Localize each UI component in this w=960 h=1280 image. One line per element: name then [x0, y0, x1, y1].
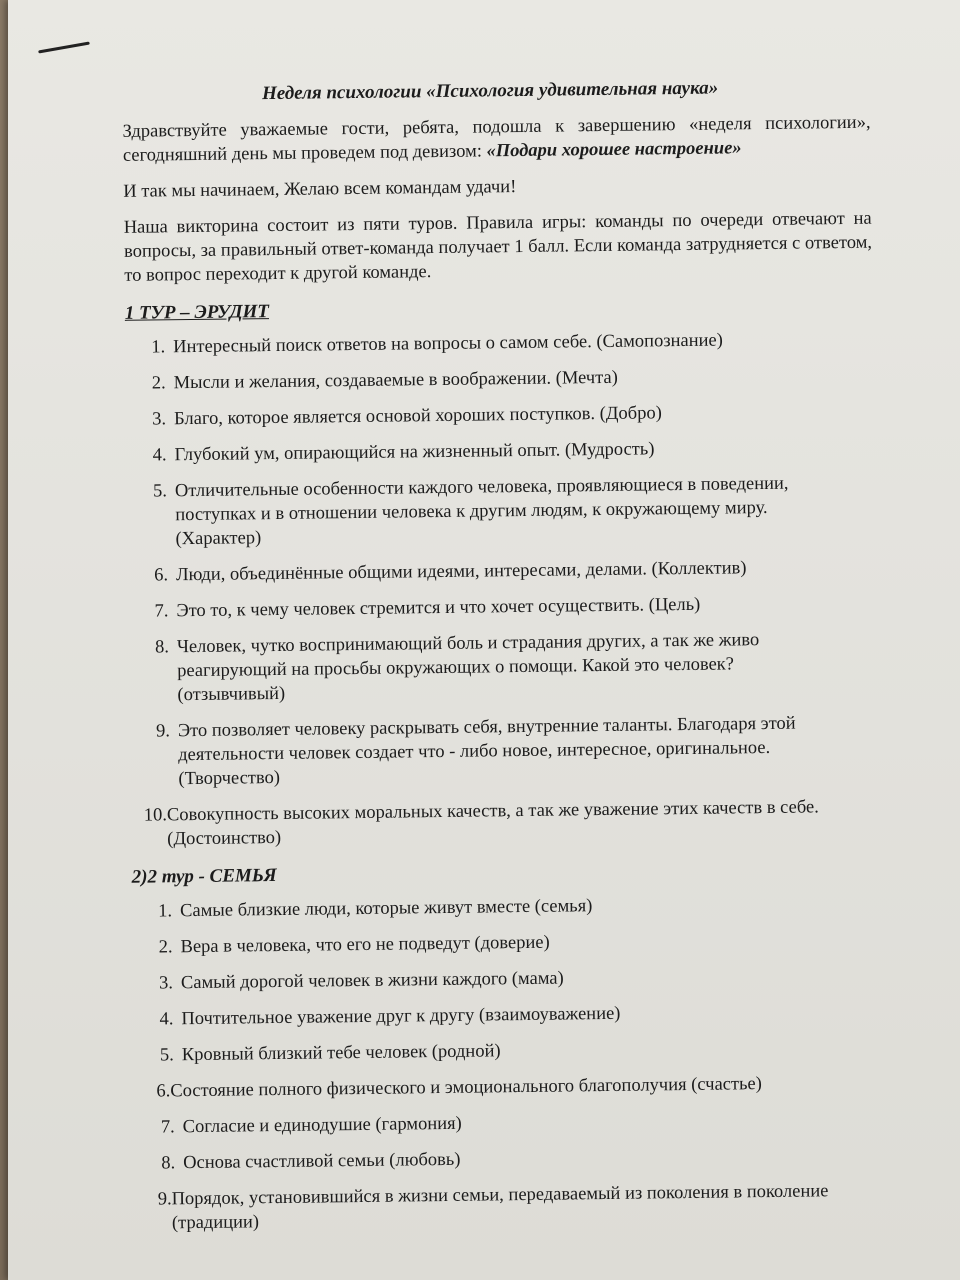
item-number: 8. — [161, 1153, 176, 1174]
item-number: 6. — [154, 565, 169, 586]
item-text: Это позволяет человеку раскрывать себя, внутренние таланты. Благодаря этой деятельности человек создает что - либо новое, интересное, оригинальное. (Творчество) — [177, 713, 796, 790]
round-2-questions — [120, 891, 884, 1236]
item-number: 7. — [154, 601, 169, 622]
round-1-title: 1 ТУР – ЭРУДИТ — [124, 301, 270, 324]
item-text: Совокупность высоких моральных качеств, а так же уважение этих качеств в себе. (Достоинство) — [166, 797, 819, 850]
list-item — [122, 1071, 882, 1104]
item-number: 10. — [143, 805, 168, 826]
item-number: 5. — [152, 481, 168, 502]
list-item — [113, 327, 873, 360]
item-number: 3. — [152, 409, 167, 430]
list-item — [114, 435, 874, 468]
item-number: 1. — [151, 337, 166, 358]
pen-mark — [38, 42, 90, 54]
item-text: Человек, чутко воспринимающий боль и страдания других, а так же живо реагирующий на просьбы окружающих о помощи. Какой это человек? (отзывчивый) — [176, 630, 760, 706]
item-text: Кровный близкий тебе человек (родной) — [181, 1041, 501, 1066]
list-item — [120, 891, 880, 924]
item-text: Интересный поиск ответов на вопросы о самом себе. (Самопознание) — [173, 330, 723, 358]
round-1-questions — [113, 327, 879, 852]
item-number: 9. — [157, 1189, 172, 1210]
item-text: Глубокий ум, опирающийся на жизненный опыт. (Мудрость) — [174, 439, 655, 466]
item-number: 4. — [152, 445, 167, 466]
item-text: Это то, к чему человек стремится и что хочет осуществить. (Цель) — [176, 594, 701, 622]
item-number: 1. — [158, 901, 173, 922]
list-item — [123, 1107, 883, 1140]
list-item — [114, 399, 874, 432]
item-number: 2. — [151, 373, 166, 394]
intro-paragraph — [122, 111, 871, 168]
item-text: Отличительные особенности каждого человека, проявляющиеся в поведении, поступках и в отношении человека к другим людям, к окружающему миру. (Характер) — [174, 473, 789, 550]
item-text: Порядок, установившийся в жизни семьи, передаваемый из поколения в поколение (традиции) — [171, 1181, 829, 1234]
list-item — [116, 555, 876, 588]
start-paragraph: И так мы начинаем, Желаю всем командам удачи! — [123, 177, 517, 202]
list-item — [116, 591, 876, 624]
list-item — [123, 1179, 884, 1236]
list-item — [114, 363, 874, 396]
item-text: Согласие и единодушие (гармония) — [182, 1113, 462, 1138]
item-text: Самые близкие люди, которые живут вместе (семья) — [179, 896, 593, 922]
document-title: Неделя психологии «Психология удивительная наука» — [261, 77, 719, 105]
round-2-title: 2)2 тур - СЕМЬЯ — [131, 865, 277, 888]
item-text: Состояние полного физического и эмоционального благополучия (счастье) — [170, 1074, 762, 1102]
item-number: 7. — [160, 1117, 175, 1138]
item-number: 2. — [158, 937, 173, 958]
list-item — [123, 1143, 883, 1176]
list-item — [117, 627, 878, 708]
item-text: Самый дорогой человек в жизни каждого (мама) — [180, 968, 564, 994]
list-item — [119, 795, 880, 852]
intro-slogan: «Подари хорошее настроение» — [486, 138, 742, 162]
list-item — [118, 711, 879, 792]
item-number: 8. — [154, 637, 170, 658]
list-item — [121, 963, 881, 996]
list-item — [120, 927, 880, 960]
item-text: Вера в человека, что его не подведут (доверие) — [180, 932, 550, 958]
item-text: Люди, объединённые общими идеями, интересами, делами. (Коллектив) — [175, 558, 747, 586]
item-text: Почтительное уважение друг к другу (взаимоуважение) — [181, 1003, 621, 1030]
item-text: Благо, которое является основой хороших поступков. (Добро) — [173, 403, 662, 430]
item-number: 9. — [155, 721, 171, 742]
list-item — [121, 999, 881, 1032]
rules-paragraph: Наша викторина состоит из пяти туров. Правила игры: команды по очереди отвечают на вопросы, за правильный ответ-команда получает 1 балл. Если команда затрудняется с ответом, то вопрос переходит к другой команде. — [123, 208, 873, 286]
item-text: Основа счастливой семьи (любовь) — [183, 1149, 461, 1174]
list-item — [122, 1035, 882, 1068]
list-item — [115, 471, 876, 552]
document-content — [110, 75, 884, 1248]
item-number: 6. — [156, 1081, 171, 1102]
item-number: 3. — [158, 973, 174, 994]
item-text: Мысли и желания, создаваемые в воображении. (Мечта) — [173, 367, 618, 394]
item-number: 4. — [159, 1009, 174, 1030]
intro-text: Здравствуйте уважаемые гости, ребята, подошла к завершению «неделя психологии», сегодняшний день мы проведем под девизом: — [122, 112, 871, 166]
item-number: 5. — [159, 1045, 174, 1066]
